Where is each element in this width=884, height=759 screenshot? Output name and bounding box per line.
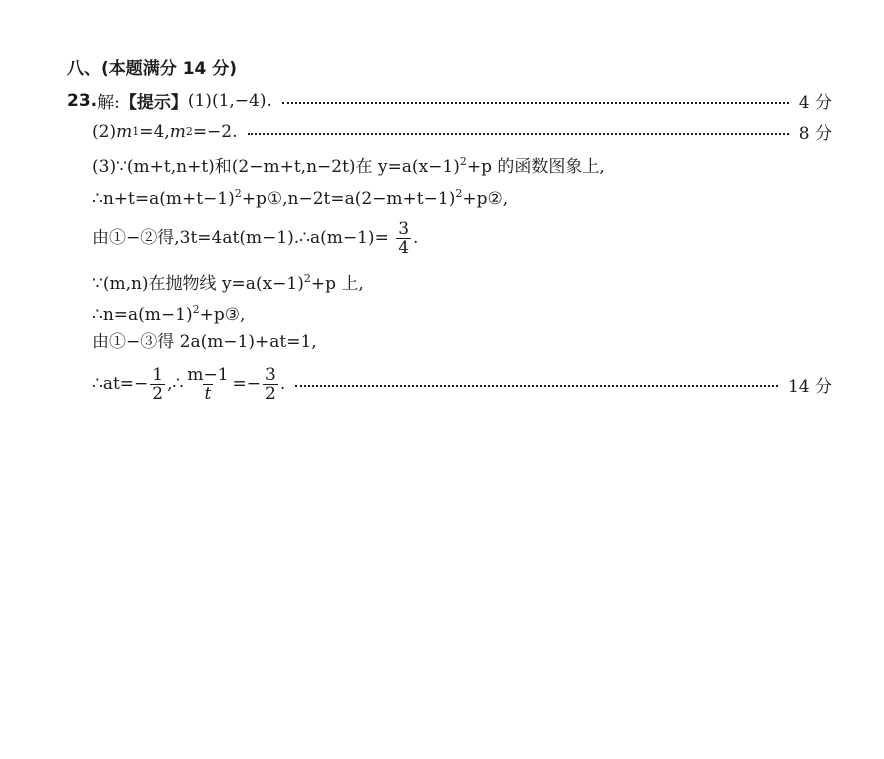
fraction-3-4 [396,220,411,257]
derivation-text: 由①−②得,3t=4at(m−1).∴a(m−1)= [92,228,389,248]
section-title-text: 八、(本题满分 14 分) [67,59,238,79]
fraction-1-2 [150,366,165,403]
fraction-3-2 [263,366,278,403]
eq3-end: +p③, [199,305,246,325]
fraction-numerator: 3 [265,364,276,385]
eq1-text: ∴n+t=a(m+t−1) [92,189,235,209]
part2-mid: =4, [139,121,170,142]
answer-line-1 [67,88,832,113]
hint-label: 【提示】 [119,93,188,113]
var-m: m [116,121,133,142]
derivation-2-text: 由①−③得 2a(m−1)+at=1, [92,332,317,352]
final-text-b: ,∴ [167,374,184,394]
fraction-denominator: 4 [398,238,410,258]
part2-prefix: (2) [92,121,117,142]
section-title [67,58,237,80]
answer-line-5 [92,218,418,258]
dot-leader [248,133,789,135]
eq3-text: ∴n=a(m−1) [92,305,193,325]
part3-text: (3)∵(m+t,n+t)和(2−m+t,n−2t)在 y=a(x−1) [92,157,460,177]
answer-line-6 [92,268,364,295]
period: . [279,374,286,394]
parabola-text-end: +p 上, [310,274,364,294]
answer-line-3 [92,151,605,178]
part2-end: =−2. [192,121,238,142]
final-text-a: ∴at=− [92,374,149,394]
superscript: 2 [303,272,311,285]
dot-leader [282,102,789,104]
fraction-denominator: t [204,383,212,404]
answer-line-7 [92,299,245,326]
subscript-2: 2 [185,125,193,138]
score-14: 14 分 [787,376,832,397]
eq2-end: +p②, [462,189,509,209]
fraction-numerator: m−1 [187,364,229,385]
fraction-m-1-over-t [185,366,230,403]
answer-line-8 [92,331,317,353]
score-4: 4 分 [798,93,832,113]
part3-text-end: +p 的函数图象上, [466,157,605,177]
superscript: 2 [192,303,200,316]
subscript-1: 1 [132,125,140,138]
part1-answer: (1)(1,−4). [187,90,272,111]
eq2-text: +p①,n−2t=a(2−m+t−1) [241,189,456,209]
fraction-denominator: 2 [265,383,276,404]
parabola-text: ∵(m,n)在抛物线 y=a(x−1) [92,274,304,294]
fraction-numerator: 3 [398,219,410,239]
dot-leader [295,385,778,387]
solution-label: 解: [97,93,120,113]
score-8: 8 分 [798,124,832,144]
answer-line-9 [92,362,832,406]
superscript: 2 [455,187,463,200]
fraction-denominator: 2 [152,383,164,404]
answer-line-4 [92,183,508,210]
question-number: 23. [67,90,98,111]
answer-line-2 [92,119,832,144]
var-m2: m [169,121,186,142]
superscript: 2 [234,187,242,200]
period: . [413,228,419,248]
superscript: 2 [459,155,467,168]
fraction-numerator: 1 [152,364,164,385]
final-text-c: =− [232,374,262,394]
